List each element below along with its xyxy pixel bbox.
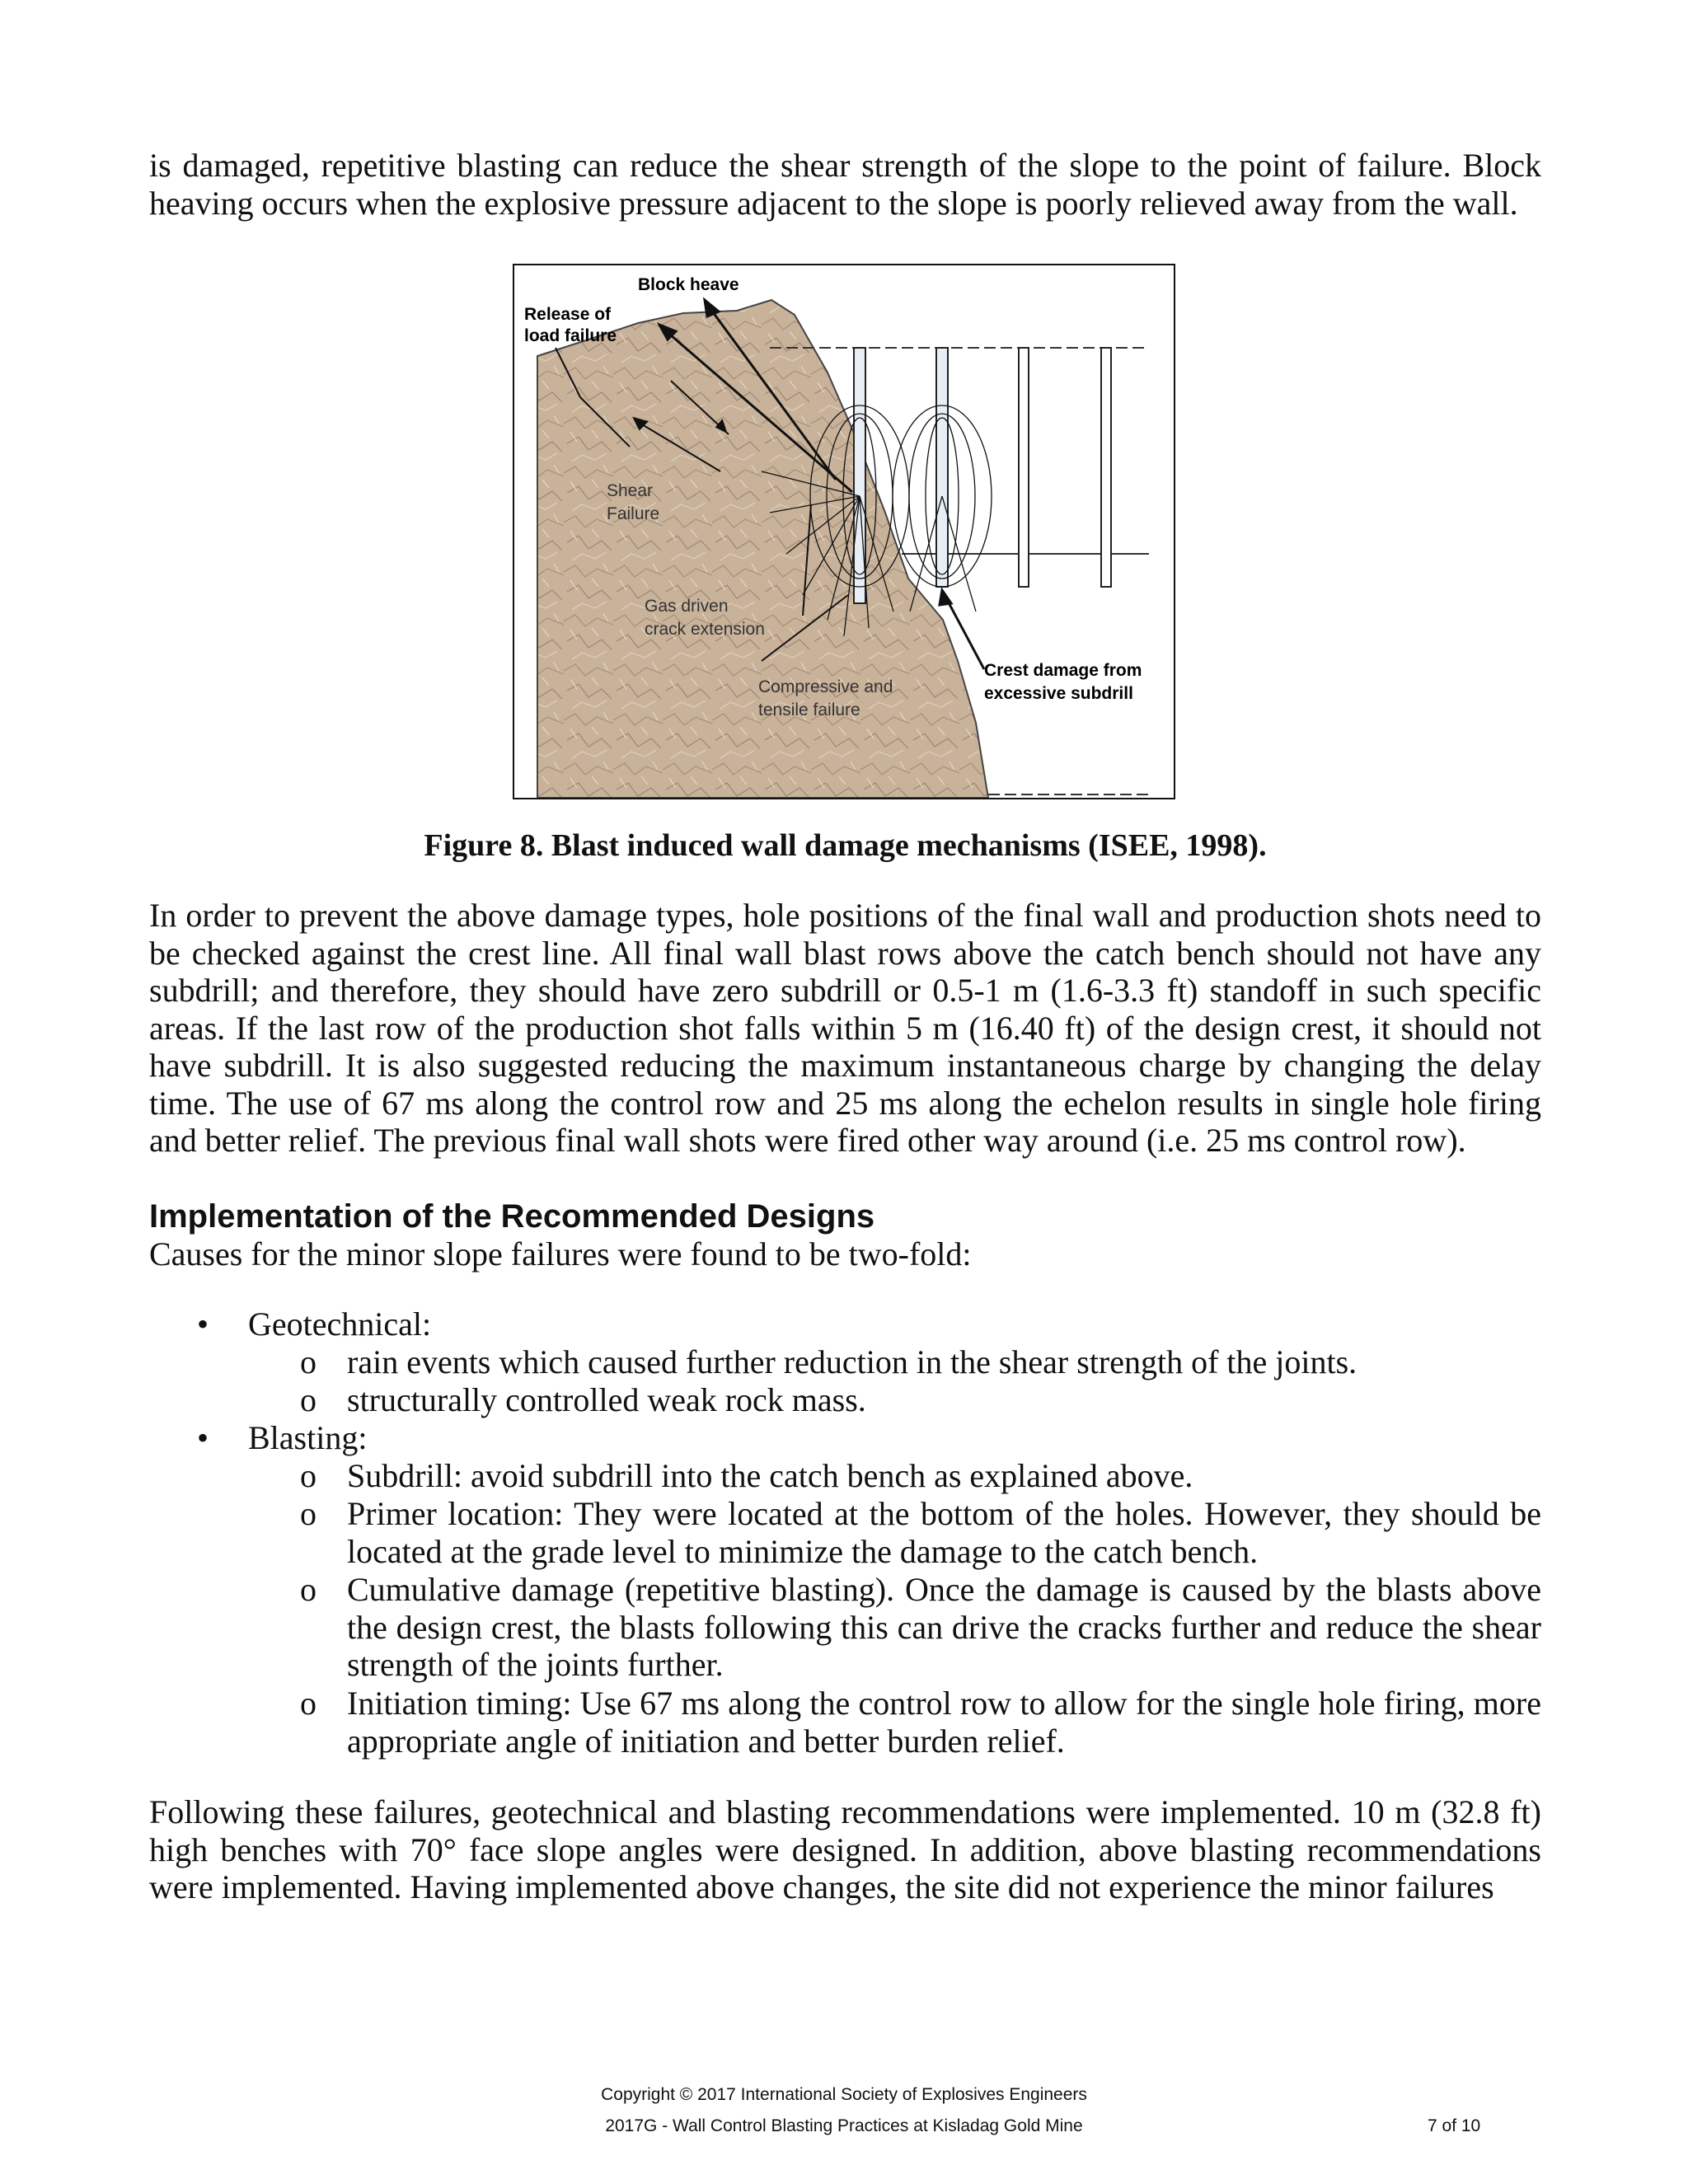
page-number: 7 of 10: [1428, 2116, 1481, 2135]
sub-bullet-marker: o: [300, 1571, 316, 1608]
sub-bullet-text: structurally controlled weak rock mass.: [347, 1381, 866, 1418]
label-comp-line1: Compressive and: [758, 677, 893, 696]
sub-bullet-marker: o: [300, 1685, 316, 1722]
label-gas-line2: crack extension: [645, 620, 765, 639]
paragraph-3: Following these failures, geotechnical and blasting recommendations were implemented. 10 m (32.8 ft) high benches with 70° face slope angles were designed. In addition, above blasting recommendations were implemented. Having implemented above changes, the site did not experience the minor failures: [149, 1793, 1541, 1905]
label-shear-line1: Shear: [607, 481, 654, 500]
figure-blast-damage-diagram: [513, 264, 1175, 799]
footer-title: 2017G - Wall Control Blasting Practices at Kisladag Gold Mine: [605, 2116, 1083, 2135]
label-crest-line2: excessive subdrill: [984, 684, 1133, 703]
label-gas-line1: Gas driven: [645, 597, 729, 616]
intro-line: Causes for the minor slope failures were found to be two-fold:: [149, 1235, 972, 1272]
paragraph-2: In order to prevent the above damage types, hole positions of the final wall and production shots need to be checked against the crest line. All final wall blast rows above the catch bench should not have any subdrill; and therefore, they should have zero subdrill or 0.5-1 m (1.6-3.3 ft) standoff in such specific areas. If the last row of the production shot falls within 5 m (16.40 ft) of the design crest, it should not have subdrill. It is also suggested reducing the maximum instantaneous charge by changing the delay time. The use of 67 ms along the control row and 25 ms along the echelon results in single hole firing and better relief. The previous final wall shots were fired other way around (i.e. 25 ms control row).: [149, 897, 1541, 1159]
sub-bullet-text: rain events which caused further reduction in the shear strength of the joints.: [347, 1343, 1357, 1380]
sub-bullet-text: Initiation timing: Use 67 ms along the control row to allow for the single hole firing, more appropriate angle of initiation and better burden relief.: [347, 1685, 1541, 1760]
label-shear-line2: Failure: [607, 504, 660, 523]
label-release-line2: load failure: [524, 326, 617, 345]
label-release-line1: Release of: [524, 305, 612, 324]
sub-bullet-text: Cumulative damage (repetitive blasting). Once the damage is caused by the blasts above the design crest, the blasts following this can drive the cracks further and reduce the shear strength of the joints further.: [347, 1571, 1541, 1683]
figure-caption: Figure 8. Blast induced wall damage mechanisms (ISEE, 1998).: [424, 828, 1267, 863]
top-paragraph: is damaged, repetitive blasting can reduce the shear strength of the slope to the point of failure. Block heaving occurs when the explosive pressure adjacent to the slope is poorly relieved away from the wall.: [149, 147, 1541, 222]
sub-bullet-text: Subdrill: avoid subdrill into the catch bench as explained above.: [347, 1457, 1193, 1494]
bullet-dot: •: [197, 1419, 209, 1456]
sub-bullet-marker: o: [300, 1495, 316, 1532]
label-crest-line1: Crest damage from: [984, 661, 1142, 680]
label-block-heave: Block heave: [638, 275, 739, 294]
rock-mass: [537, 300, 988, 798]
sub-bullet-marker: o: [300, 1343, 316, 1380]
sub-bullet-marker: o: [300, 1457, 316, 1494]
bullet-dot: •: [197, 1305, 209, 1343]
bullet-label: Geotechnical:: [248, 1305, 432, 1343]
blast-damage-svg: [514, 265, 1174, 798]
sub-bullet-text: Primer location: They were located at the bottom of the holes. However, they should be located at the grade level to minimize the damage to the catch bench.: [347, 1495, 1541, 1570]
bullet-label: Blasting:: [248, 1419, 368, 1456]
footer-copyright: Copyright © 2017 International Society of Explosives Engineers: [601, 2085, 1087, 2104]
section-heading: Implementation of the Recommended Designs: [149, 1198, 875, 1235]
label-comp-line2: tensile failure: [758, 701, 860, 719]
sub-bullet-marker: o: [300, 1381, 316, 1418]
